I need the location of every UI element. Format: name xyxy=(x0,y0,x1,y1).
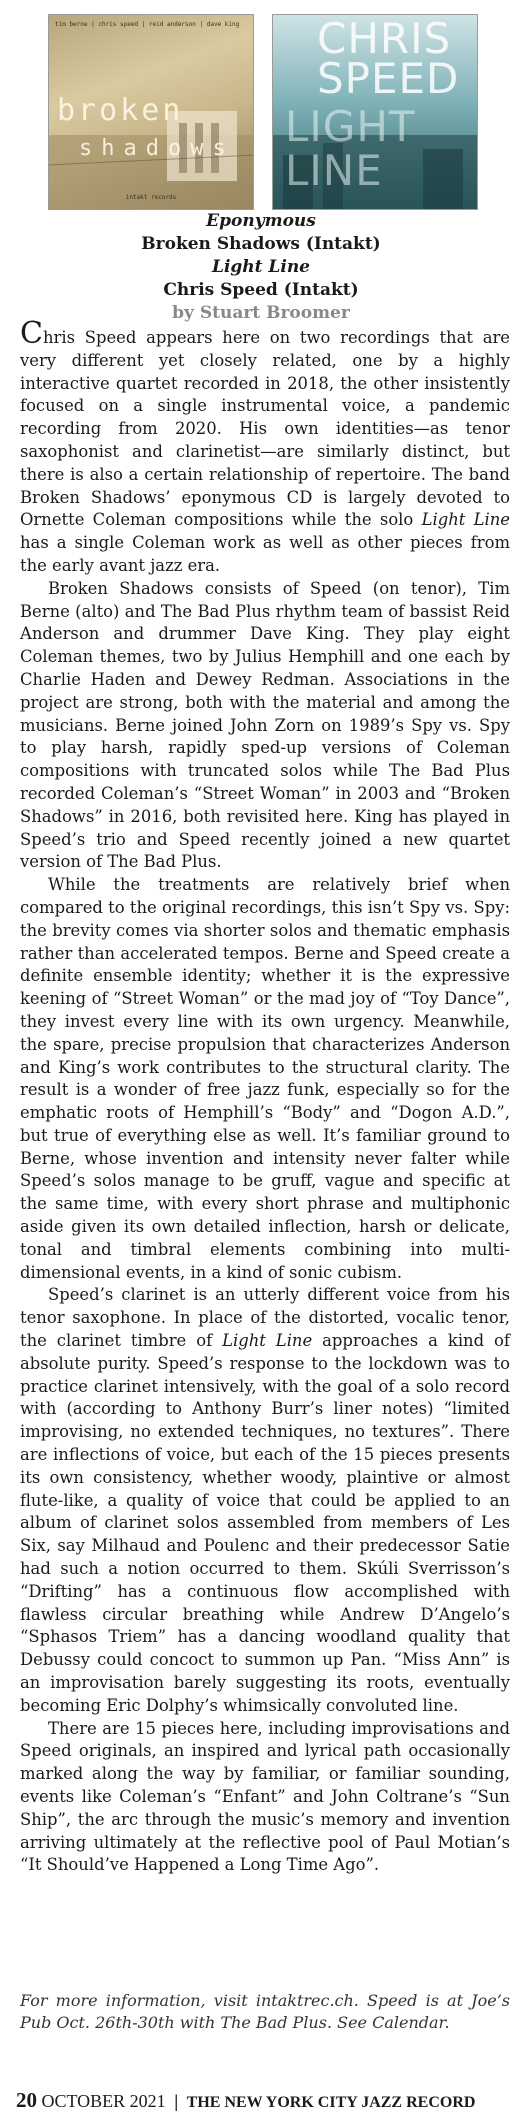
paragraph-4-end: approaches a kind of absolute purity. Speed’s response to the lockdown was to practice clarinet intensively, with the goal of a solo record with (according to Anthony Burr’s liner notes) “limited improvising, no extended techniques, no textures”. There are inflections of voice, but each of the 15 pieces presents its own consistency, whether woody, plaintive or almost flute-like, a quality of voice that could be applied to an album of clarinet solos assembled from members of Les Six, say Milhaud and Poulenc and their predecessor Satie had such a notion occurred to them. Skúli Sverrisson’s “Drifting” has a continuous flow accomplished with flawless circular breathing while Andrew D’Angelo’s “Sphasos Triem” has a dancing woodland quality that Debussy could concoct to summon up Pan. “Miss Ann” is an improvisation barely suggesting its roots, eventually becoming Eric Dolphy’s whimsically convoluted line. xyxy=(20,1331,510,1715)
paragraph-1-album: Light Line xyxy=(421,510,511,530)
paragraph-1-end: has a single Coleman work as well as other pieces from the early avant jazz era. xyxy=(20,533,510,575)
paragraph-5: There are 15 pieces here, including improvisations and Speed originals, an inspired and lyrical path occasionally marked along the way by familiar, or familiar sounding, events like Coleman’s “Enfant” and John Coltrane’s “Sun Ship”, the arc through the music’s memory and invention arriving ultimately at the reflective pool of Paul Motian’s “It Should’ve Happened a Long Time Ago”. xyxy=(20,1718,510,1875)
paragraph-3: While the treatments are relatively brief when compared to the original recordings, this isn’t Spy vs. Spy: the brevity comes via shorter solos and thematic emphasis rather than accelerated tempos. Berne and Speed create a definite ensemble identity; whether it is the expressive keening of “Street Woman” or the mad joy of “Toy Dance”, they invest every line with its own urgency. Meanwhile, the spare, precise propulsion that characterizes Anderson and King’s work contributes to the structural clarity. The result is a wonder of free jazz funk, especially so for the emphatic roots of Hemphill’s “Body” and “Dogon A.D.”, but true of everything else as well. It’s familiar ground to Berne, whose invention and intensity never falter while Speed’s solos manage to be gruff, vague and specific at the same time, with every short phrase and multiphonic aside given its own detailed inflection, harsh or delicate, tonal and timbral elements combining into multi-dimensional events, in a kind of sonic cubism. xyxy=(20,875,510,1282)
publication-name: THE NEW YORK CITY JAZZ RECORD xyxy=(186,2094,476,2111)
more-info-note: For more information, visit intaktrec.ch. Speed is at Joe’s Pub Oct. 26th-30th with The Bad Plus. See Calendar. xyxy=(20,1991,510,2032)
broken-shadows-cover xyxy=(48,14,254,210)
footer-separator: | xyxy=(174,2091,179,2111)
cover-band-name-line2: shadows xyxy=(79,136,235,161)
paragraph-1 xyxy=(20,316,511,578)
cover-artist-name: CHRIS SPEED xyxy=(317,14,460,103)
cover-credits: tim berne | chris speed | reid anderson | dave king xyxy=(55,21,240,28)
album-covers xyxy=(48,14,466,210)
cover-album-name: LIGHT LINE xyxy=(285,102,416,195)
review-heading xyxy=(0,210,522,325)
artist-label-1: Broken Shadows (Intakt) xyxy=(141,234,381,254)
paragraph-4-text: Speed’s clarinet is an utterly different voice from his tenor saxophone. In place of the distorted, vocalic tenor, the clarinet timbre of xyxy=(20,1285,510,1351)
issue-date: OCTOBER 2021 xyxy=(41,2091,166,2111)
review-body xyxy=(20,316,511,1877)
cover-band-name-line1: broken xyxy=(57,93,184,128)
page-number: 20 xyxy=(16,2088,37,2112)
paragraph-4-album: Light Line xyxy=(222,1331,313,1351)
artist-label-2: Chris Speed (Intakt) xyxy=(163,280,359,300)
album-title-2: Light Line xyxy=(211,257,310,277)
cover-label: intakt records xyxy=(125,194,177,201)
album-title-1: Eponymous xyxy=(206,211,316,231)
paragraph-2: Broken Shadows consists of Speed (on tenor), Tim Berne (alto) and The Bad Plus rhythm team of bassist Reid Anderson and drummer Dave King. They play eight Coleman themes, two by Julius Hemphill and one each by Charlie Haden and Dewey Redman. Associations in the project are strong, both with the material and among the musicians. Berne joined John Zorn on 1989’s Spy vs. Spy to play harsh, rapidly sped-up versions of Coleman compositions with truncated solos while The Bad Plus recorded Coleman’s “Street Woman” in 2003 and “Broken Shadows” in 2016, both revisited here. King has played in Speed’s trio and Speed recently joined a new quartet version of The Bad Plus. xyxy=(20,578,510,872)
paragraph-1-text: hris Speed appears here on two recordings that are very different yet closely related, one by a highly interactive quartet recorded in 2018, the other insistently focused on a single instrumental voice, a pandemic recording from 2020. His own identities—as tenor saxophonist and clarinetist—are similarly distinct, but there is also a certain relationship of repertoire. The band Broken Shadows’ eponymous CD is largely devoted to Ornette Coleman compositions while the solo xyxy=(20,328,510,530)
light-line-cover xyxy=(272,14,478,210)
page-footer xyxy=(16,2088,516,2115)
byline: by Stuart Broomer xyxy=(172,303,350,323)
drop-cap: C xyxy=(20,316,43,351)
paragraph-4 xyxy=(20,1284,510,1717)
